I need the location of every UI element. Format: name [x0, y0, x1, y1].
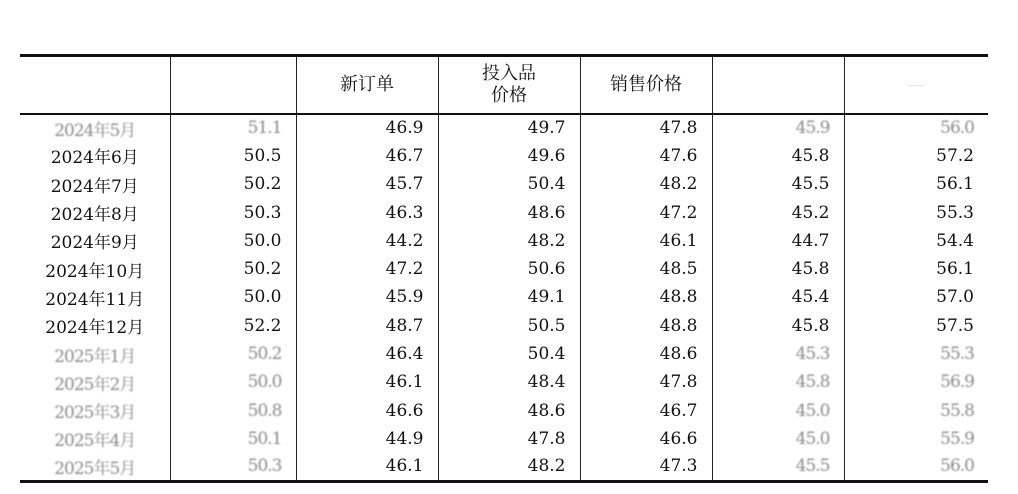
- cell-value: 48.6: [438, 198, 580, 226]
- cell-value: 45.5: [712, 170, 844, 198]
- table-body: [20, 114, 988, 482]
- cell-value: 50.0: [170, 283, 296, 311]
- cell-value: 50.2: [170, 255, 296, 283]
- pmi-table: [20, 54, 988, 483]
- cell-value: 45.0: [712, 425, 844, 453]
- table-row: [20, 227, 988, 255]
- cell-month: 2024年8月: [50, 205, 139, 226]
- cell-value: 46.1: [296, 453, 438, 481]
- cell-value: 44.7: [712, 227, 844, 255]
- cell-value: 50.1: [170, 425, 296, 453]
- cell-value: 52.2: [170, 312, 296, 340]
- cell-value: 47.3: [580, 453, 712, 481]
- header-cell-new-orders: 新订单: [296, 56, 438, 114]
- cell-value: 57.2: [844, 142, 988, 170]
- table-row: [20, 283, 988, 311]
- cell-value: 49.7: [438, 114, 580, 142]
- table-row: [20, 396, 988, 424]
- table-row: [20, 198, 988, 226]
- cell-value: 48.8: [580, 283, 712, 311]
- cell-month: 2024年6月: [50, 148, 139, 169]
- cell-month: 2024年9月: [50, 233, 139, 254]
- cell-value: 55.9: [844, 425, 988, 453]
- cell-value: 48.5: [580, 255, 712, 283]
- cell-value: 48.6: [438, 396, 580, 424]
- cell-value: 45.8: [712, 368, 844, 396]
- cell-month: 2025年3月: [54, 403, 136, 424]
- cell-value: 46.1: [580, 227, 712, 255]
- table-row: [20, 340, 988, 368]
- cell-value: 48.2: [438, 453, 580, 481]
- cell-value: 50.0: [170, 227, 296, 255]
- cell-value: 48.4: [438, 368, 580, 396]
- cell-value: 50.5: [438, 312, 580, 340]
- cell-value: 56.0: [844, 114, 988, 142]
- cell-value: 50.2: [170, 340, 296, 368]
- cell-value: 46.4: [296, 340, 438, 368]
- cell-month: 2024年10月: [45, 261, 145, 282]
- cell-value: 50.6: [438, 255, 580, 283]
- cell-value: 48.2: [580, 170, 712, 198]
- cell-month: 2024年7月: [50, 176, 139, 197]
- cell-value: 50.5: [170, 142, 296, 170]
- cell-month: 2025年1月: [54, 346, 136, 367]
- cell-value: 50.3: [170, 198, 296, 226]
- cell-value: 47.8: [580, 368, 712, 396]
- cell-value: 45.8: [712, 255, 844, 283]
- data-table-container: [20, 54, 988, 483]
- table-row: [20, 142, 988, 170]
- cell-month: 2025年2月: [54, 374, 136, 395]
- header-row: [20, 56, 988, 114]
- cell-value: 46.3: [296, 198, 438, 226]
- table-row: [20, 114, 988, 142]
- cell-month: 2024年5月: [54, 120, 136, 141]
- cell-month: 2025年4月: [54, 431, 136, 452]
- cell-value: 47.6: [580, 142, 712, 170]
- table-row: [20, 312, 988, 340]
- header-cell-col6: [712, 56, 844, 114]
- cell-value: 56.0: [844, 453, 988, 481]
- header-cell-sale-prices: 销售价格: [580, 56, 712, 114]
- cell-value: 45.8: [712, 142, 844, 170]
- cell-value: 50.3: [170, 453, 296, 481]
- cell-value: 47.2: [296, 255, 438, 283]
- cell-value: 45.2: [712, 198, 844, 226]
- cell-value: 45.4: [712, 283, 844, 311]
- table-row: [20, 170, 988, 198]
- cell-value: 46.7: [580, 396, 712, 424]
- header-cell-month: [20, 56, 170, 114]
- cell-value: 50.4: [438, 170, 580, 198]
- cell-value: 50.0: [170, 368, 296, 396]
- cell-month: 2025年5月: [20, 453, 170, 481]
- cell-value: 50.4: [438, 340, 580, 368]
- cell-value: 49.1: [438, 283, 580, 311]
- cell-value: 45.3: [712, 340, 844, 368]
- cell-value: 48.6: [580, 340, 712, 368]
- cell-value: 49.6: [438, 142, 580, 170]
- cell-value: 45.8: [712, 312, 844, 340]
- header-cell-index: [170, 56, 296, 114]
- cell-value: 48.2: [438, 227, 580, 255]
- header-cell-col7: —: [844, 56, 988, 114]
- cell-value: 46.6: [296, 396, 438, 424]
- cell-value: 45.9: [712, 114, 844, 142]
- cell-value: 48.7: [296, 312, 438, 340]
- cell-value: 47.8: [438, 425, 580, 453]
- cell-value: 57.0: [844, 283, 988, 311]
- cell-value: 44.9: [296, 425, 438, 453]
- cell-value: 56.1: [844, 170, 988, 198]
- table-row: [20, 368, 988, 396]
- cell-value: 50.2: [170, 170, 296, 198]
- table-row: [20, 255, 988, 283]
- cell-month: 2024年12月: [45, 318, 145, 339]
- cell-value: 54.4: [844, 227, 988, 255]
- cell-value: 45.9: [296, 283, 438, 311]
- cell-value: 44.2: [296, 227, 438, 255]
- cell-value: 56.1: [844, 255, 988, 283]
- cell-value: 45.7: [296, 170, 438, 198]
- header-cell-input-prices: 投入品 价格: [438, 56, 580, 114]
- cell-value: 51.1: [170, 114, 296, 142]
- cell-value: 46.1: [296, 368, 438, 396]
- table-row: [20, 425, 988, 453]
- cell-month: 2024年11月: [45, 289, 145, 310]
- cell-value: 45.0: [712, 396, 844, 424]
- cell-value: 57.5: [844, 312, 988, 340]
- cell-value: 46.9: [296, 114, 438, 142]
- cell-value: 47.8: [580, 114, 712, 142]
- cell-value: 46.7: [296, 142, 438, 170]
- table-row: [20, 453, 988, 481]
- cell-value: 47.2: [580, 198, 712, 226]
- cell-value: 45.5: [712, 453, 844, 481]
- cell-value: 50.8: [170, 396, 296, 424]
- cell-value: 55.8: [844, 396, 988, 424]
- cell-value: 55.3: [844, 340, 988, 368]
- cell-value: 46.6: [580, 425, 712, 453]
- cell-value: 48.8: [580, 312, 712, 340]
- cell-value: 56.9: [844, 368, 988, 396]
- cell-value: 55.3: [844, 198, 988, 226]
